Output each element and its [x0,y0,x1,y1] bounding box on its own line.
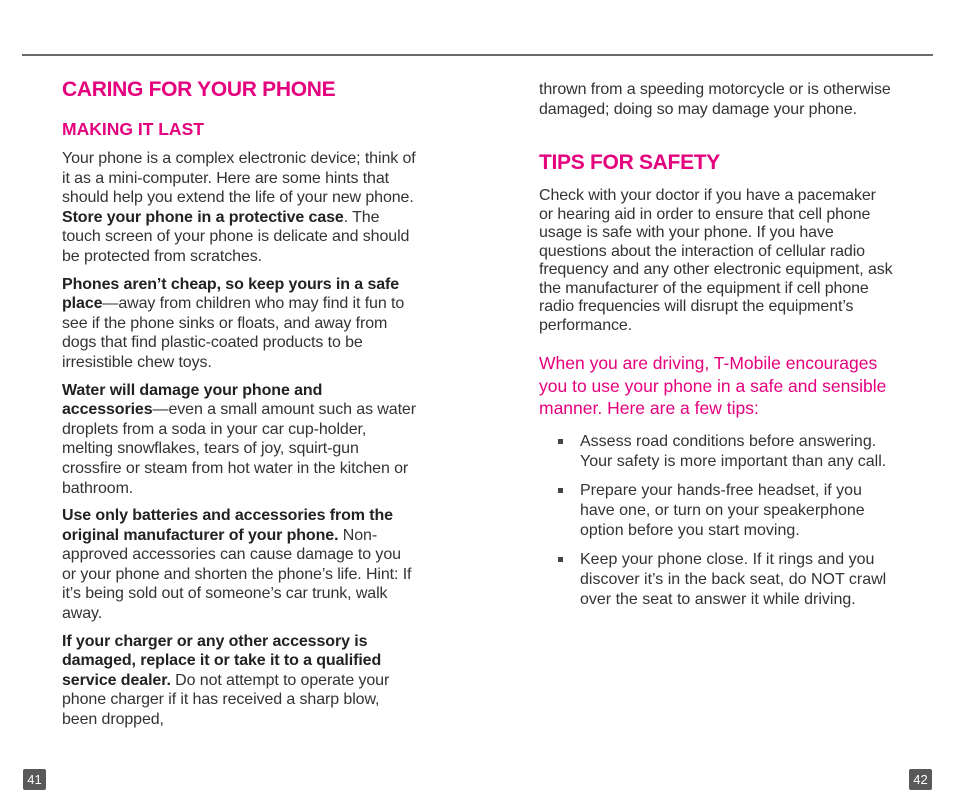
paragraph-protective-case: Store your phone in a protective case. The touch screen of your phone is delicate and should be protected from scratches. [62,208,410,265]
driving-lead: When you are driving, T-Mobile encourages you to use your phone in a safe and sensible manner. Here are a few tips: [539,353,887,419]
bullet-icon [558,557,563,562]
page-number-left: 41 [23,769,46,790]
intro-paragraph: Your phone is a complex electronic device; think of it as a mini-computer. Here are some hints that should help you extend the life of your new phone. [62,150,416,207]
safety-heading: TIPS FOR SAFETY [539,151,721,175]
right-column [539,80,894,610]
list-item: Prepare your hands-free headset, if you have one, or turn on your speakerphone option before you start moving. [539,481,894,541]
paragraph-water-damage: Water will damage your phone and accessories—even a small amount such as water droplets from a soda in your car cup-holder, melting snowflakes, tears of joy, squirt-gun crossfire or steam from hot water in the kitchen or bathroom. [62,381,416,497]
subheading: MAKING IT LAST [62,119,204,139]
list-item: Assess road conditions before answering. Your safety is more important than any call. [539,432,894,472]
bullet-icon [558,488,563,493]
continuation-paragraph: thrown from a speeding motorcycle or is otherwise damaged; doing so may damage your phone. [539,81,891,118]
left-column [62,78,417,730]
tips-list [539,432,894,610]
safety-paragraph: Check with your doctor if you have a pacemaker or hearing aid in order to ensure that cell phone usage is safe with your phone. If you have questions about the interaction of cellular radio frequency and any other electronic equipment, ask the manufacturer of the equipment if cell phone radio frequencies will disrupt the equipment’s performance. [539,187,893,334]
paragraph-batteries: Use only batteries and accessories from the original manufacturer of your phone. Non-approved accessories can cause damage to you or your phone and shorten the phone’s life. Hint: If it’s being sold out of someone’s car trunk, walk away. [62,507,412,623]
top-divider [22,54,933,56]
page-number-right: 42 [909,769,932,790]
paragraph-charger: If your charger or any other accessory is damaged, replace it or take it to a qualified service dealer. Do not attempt to operate your phone charger if it has received a sharp blow, been dropped, [62,632,390,729]
section-heading: CARING FOR YOUR PHONE [62,78,336,101]
list-item: Keep your phone close. If it rings and you discover it’s in the back seat, do NOT crawl over the seat to answer it while driving. [539,550,894,610]
bullet-icon [558,439,563,444]
paragraph-safe-place: Phones aren’t cheap, so keep yours in a safe place—away from children who may find it fun to see if the phone sinks or floats, and away from dogs that find plastic-coated products to be irresistible chew toys. [62,275,405,371]
